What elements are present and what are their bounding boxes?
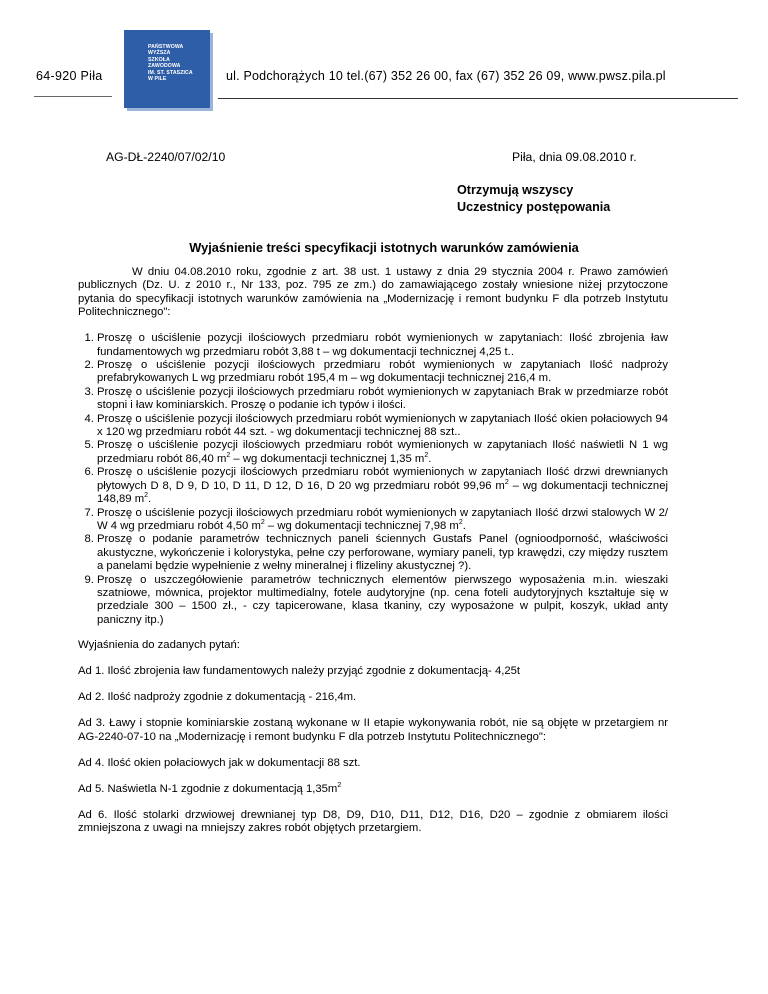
question-item: 9. Proszę o uszczegółowienie parametrów technicznych elementów pierwszego wyposażenia m.in. wieszaki szatniowe, mównica, projektor multimedialny, fotele audytoryjne (np. cena foteli audytoryjnych kształtuje się w przedziale 300 – 1500 zł., - czy tapicerowane, klasa tkaniny, czy wyposażone w pulpit, koszyk, układ anty paniczny itp.) <box>97 574 668 628</box>
question-text: . <box>462 519 466 532</box>
question-text: – wg dokumentacji technicznej 1,35 m <box>230 452 425 465</box>
question-item <box>97 507 668 534</box>
logo-text <box>148 44 193 82</box>
answer-text: Ad 5. Naświetla N-1 zgodnie z dokumentacją 1,35m <box>78 782 338 795</box>
document-reference: AG-DŁ-2240/07/02/10 <box>106 150 226 164</box>
answers-heading: Wyjaśnienia do zadanych pytań: <box>78 639 240 652</box>
header-divider-left <box>34 96 112 97</box>
recipients <box>457 182 610 216</box>
document-body <box>78 266 668 848</box>
question-item <box>97 466 668 506</box>
logo-line: PAŃSTWOWA <box>148 44 184 50</box>
question-text: Proszę o uściślenie pozycji ilościowych przedmiaru robót wymienionych w zapytaniach Ilość naświetli N 1 wg przedmiaru robót 86,40 m <box>97 439 668 465</box>
question-item <box>97 439 668 466</box>
answer-item: Ad 3. Ławy i stopnie kominiarskie zostaną wykonane w II etapie wykonywania robót, nie są objęte w przetargiem nr AG-2240-07-10 na „Modernizację i remont budynku F dla potrzeb Instytutu Politechnicznego": <box>78 717 668 743</box>
recipients-line: Otrzymują wszyscy <box>457 183 574 197</box>
logo-line: W PILE <box>148 76 167 83</box>
logo-line: WYŻSZA <box>148 50 171 57</box>
recipients-line: Uczestnicy postępowania <box>457 200 611 214</box>
header-divider-right <box>218 98 738 99</box>
logo-line: SZKOŁA <box>148 56 170 63</box>
question-item: 4. Proszę o uściślenie pozycji ilościowych przedmiaru robót wymienionych w zapytaniach Ilość okien połaciowych 94 x 120 wg przedmiaru robót 44 szt. - wg dokumentacji technicznej 88 szt.. <box>97 413 668 440</box>
answer-item: Ad 6. Ilość stolarki drzwiowej drewnianej typ D8, D9, D10, D11, D12, D16, D20 – zgodnie z obmiarem ilości zmniejszona z uwagi na mniejszy zakres robót objętych przetargiem. <box>78 808 668 834</box>
question-text: . <box>428 452 432 465</box>
question-text: – wg dokumentacji technicznej 148,89 m <box>97 479 668 506</box>
header-city: 64-920 Piła <box>36 69 103 83</box>
document-title: Wyjaśnienie treści specyfikacji istotnych warunków zamówienia <box>189 240 579 255</box>
document-date: Piła, dnia 09.08.2010 r. <box>512 150 637 164</box>
superscript: 2 <box>144 492 149 500</box>
questions-list <box>78 332 668 627</box>
superscript: 2 <box>226 452 231 460</box>
school-logo <box>124 30 210 108</box>
answer-item: Ad 2. Ilość nadproży zgodnie z dokumentacją - 216,4m. <box>78 691 357 704</box>
question-text: Proszę o uściślenie pozycji ilościowych przedmiaru robót wymienionych w zapytaniach Ilość drzwi drewnianych płytowych D 8, D 9, D 10, D 11, D 12, D 16, D 20 wg przedmiaru robót 99,96 m <box>97 466 668 492</box>
question-text: – wg dokumentacji technicznej 7,98 m <box>264 519 459 532</box>
logo-line: ZAWODOWA <box>148 63 181 70</box>
answer-item <box>78 783 668 796</box>
superscript: 2 <box>424 452 429 460</box>
question-item: 1. Proszę o uściślenie pozycji ilościowych przedmiaru robót wymienionych w zapytaniach: Ilość zbrojenia ław fundamentowych wg przedmiaru robót 3,88 t – wg dokumentacji technicznej 4,25 t.. <box>97 332 668 359</box>
superscript: 2 <box>260 519 265 527</box>
answer-item: Ad 4. Ilość okien połaciowych jak w dokumentacji 88 szt. <box>78 756 361 769</box>
superscript: 2 <box>458 519 463 527</box>
logo-line: IM. ST. STASZICA <box>148 69 193 76</box>
question-item: 3. Proszę o uściślenie pozycji ilościowych przedmiaru robót wymienionych w zapytaniach Brak w przedmiarze robót stopni i ław kominiarskich. Proszę o podanie ich typów i ilości. <box>97 386 668 413</box>
header-address: ul. Podchorążych 10 tel.(67) 352 26 00, fax (67) 352 26 09, www.pwsz.pila.pl <box>226 69 666 83</box>
question-item: 2. Proszę o uściślenie pozycji ilościowych przedmiaru robót wymienionych w zapytaniach Ilość nadproży prefabrykowanych L wg przedmiaru robót 195,4 m – wg dokumentacji technicznej 216,4 m. <box>97 359 668 386</box>
question-text: . <box>148 493 152 506</box>
answer-item: Ad 1. Ilość zbrojenia ław fundamentowych należy przyjąć zgodnie z dokumentacją- 4,25t <box>78 665 521 678</box>
superscript: 2 <box>337 781 342 789</box>
question-item: 8. Proszę o podanie parametrów technicznych paneli ściennych Gustafs Panel (ognioodporność, właściwości akustyczne, wykończenie i kolorystyka, pełne czy perforowane, wymiary paneli, typ krawędzi, czy między rusztem a panelami będzie wypełnienie z wełny mineralnej i flizeliny akustycznej ?). <box>97 533 668 573</box>
superscript: 2 <box>504 478 509 486</box>
intro-paragraph: W dniu 04.08.2010 roku, zgodnie z art. 38 ust. 1 ustawy z dnia 29 stycznia 2004 r. Prawo zamówień publicznych (Dz. U. z 2010 r., Nr 133, poz. 795 ze zm.) do zamawiającego zostały wniesione niżej przytoczone pytania do specyfikacji istotnych warunków zamówienia na „Modernizację i remont budynku F dla potrzeb Instytutu Politechnicznego": <box>78 266 668 319</box>
question-text: Proszę o uściślenie pozycji ilościowych przedmiaru robót wymienionych w zapytaniach Ilość drzwi stalowych W 2/ W 4 wg przedmiaru robót 4,50 m <box>97 506 668 532</box>
